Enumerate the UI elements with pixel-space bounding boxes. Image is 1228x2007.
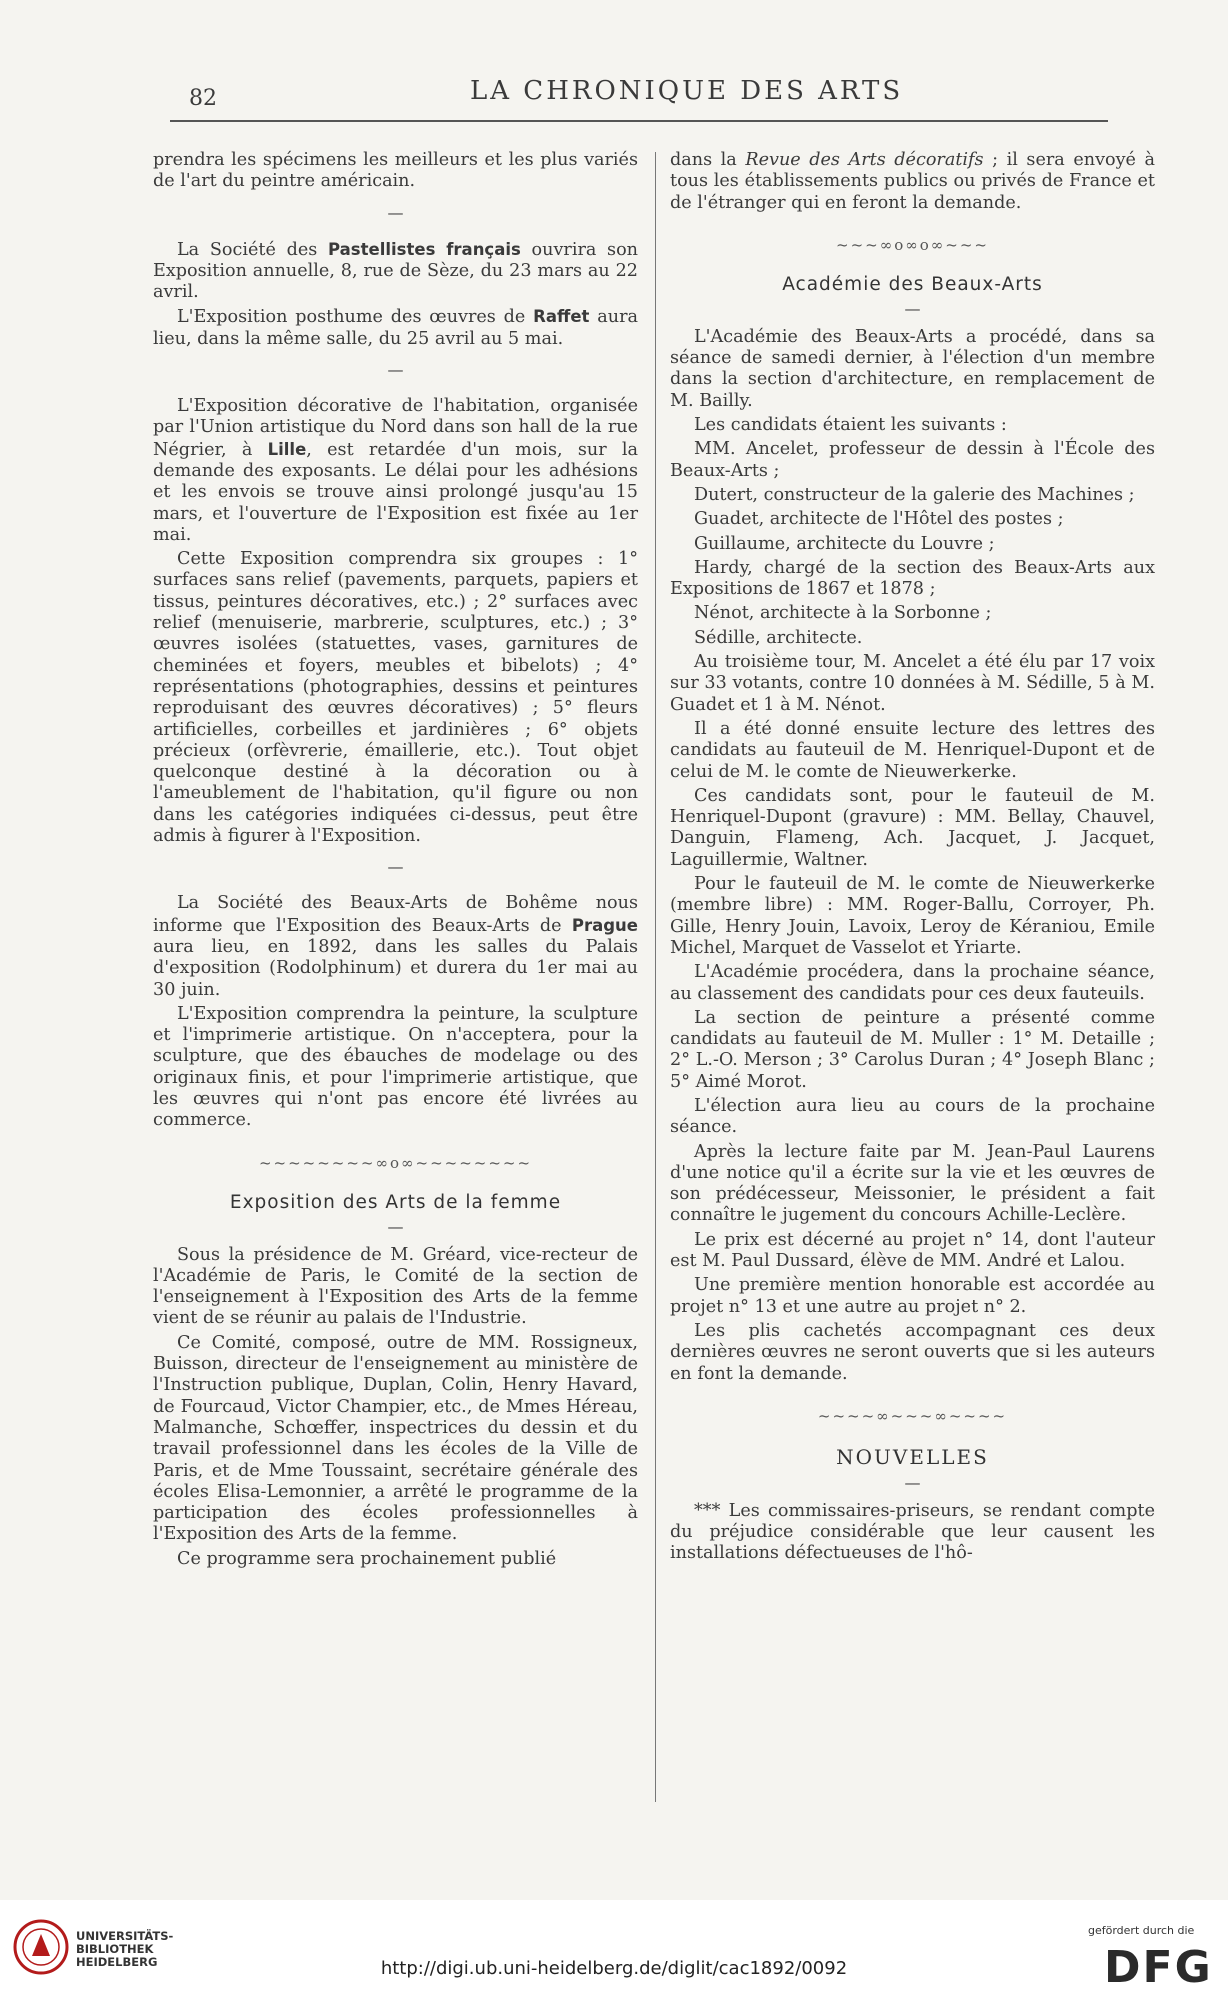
section-title: Exposition des Arts de la femme <box>229 1191 562 1213</box>
paragraph: Pour le fauteuil de M. le comte de Nieuwerkerke (membre libre) : MM. Roger-Ballu, Corroyer, Ph. Gille, Henry Jouin, Lavoix, Leroy de Kéraniou, Emile Michel, Marquet de Vasselot et Yriarte. <box>670 874 1155 958</box>
separator-dash: — <box>387 202 404 222</box>
institution-name: UNIVERSITÄTS- BIBLIOTHEK HEIDELBERG <box>76 1929 174 1969</box>
ornament-divider: ~~~~~~~~∞o∞~~~~~~~~ <box>258 1153 533 1172</box>
right-column <box>670 150 1155 1568</box>
paragraph: L'Exposition posthume des œuvres de Raffet aura lieu, dans la même salle, du 25 avril au 5 mai. <box>153 307 638 349</box>
paragraph: dans la Revue des Arts décoratifs ; il sera envoyé à tous les établissements publics ou privés de France et de l'étranger qui en feront la demande. <box>670 150 1155 213</box>
paragraph: Les candidats étaient les suivants : <box>694 415 1007 436</box>
source-url-link[interactable]: http://digi.ub.uni-heidelberg.de/diglit/cac1892/0092 <box>380 1958 848 1979</box>
ornament-divider: ~~~~∞~~~∞~~~~ <box>817 1406 1008 1425</box>
paragraph: Les plis cachetés accompagnant ces deux dernières œuvres ne seront ouverts que si les auteurs en font la demande. <box>670 1320 1155 1384</box>
ornament-divider: ~~~∞o∞o∞~~~ <box>836 235 989 254</box>
separator-dash: — <box>904 298 921 318</box>
paragraph: Hardy, chargé de la section des Beaux-Arts aux Expositions de 1867 et 1878 ; <box>670 557 1155 600</box>
paragraph: Sous la présidence de M. Gréard, vice-recteur de l'Académie de Paris, le Comité de la section de l'enseignement à l'Exposition des Arts de la femme vient de se réunir au palais de l'Industrie. <box>153 1244 638 1329</box>
paragraph: *** Les commissaires-priseurs, se rendant compte du préjudice considérable que leur causent les installations défectueuses de l'hô- <box>670 1500 1155 1564</box>
paragraph: L'Académie des Beaux-Arts a procédé, dans sa séance de samedi dernier, à l'élection d'un membre dans la section d'architecture, en remplacement de M. Bailly. <box>670 326 1155 411</box>
paragraph: Il a été donné ensuite lecture des lettres des candidats au fauteuil de M. Henriquel-Dupont et de celui de M. le comte de Nieuwerkerke. <box>670 718 1155 782</box>
paragraph: Après la lecture faite par M. Jean-Paul Laurens d'une notice qu'il a écrite sur la vie et les œuvres de son prédécesseur, Meissonier, le président a fait connaître le jugement du concours Achille-Leclère. <box>670 1141 1155 1226</box>
paragraph: Le prix est décerné au projet n° 14, dont l'auteur est M. Paul Dussard, élève de MM. André et Lalou. <box>670 1229 1155 1272</box>
separator-dash: — <box>387 1216 404 1236</box>
paragraph: La section de peinture a présenté comme candidats au fauteuil de M. Muller : 1° M. Detaille ; 2° L.-O. Merson ; 3° Carolus Duran ; 4° Joseph Blanc ; 5° Aimé Morot. <box>670 1007 1155 1092</box>
header-rule <box>170 120 1108 122</box>
separator-dash: — <box>387 360 404 380</box>
paragraph: La Société des Pastellistes français ouvrira son Exposition annuelle, 8, rue de Sèze, du 23 mars au 22 avril. <box>153 239 638 303</box>
paragraph: Dutert, constructeur de la galerie des Machines ; <box>694 484 1135 505</box>
paragraph: prendra les spécimens les meilleurs et les plus variés de l'art du peintre américain. <box>153 150 638 192</box>
section-title: NOUVELLES <box>836 1444 989 1469</box>
paragraph: Nénot, architecte à la Sorbonne ; <box>694 603 992 624</box>
paragraph: MM. Ancelet, professeur de dessin à l'École des Beaux-Arts ; <box>670 439 1155 481</box>
paragraph: L'Exposition décorative de l'habitation, organisée par l'Union artistique du Nord dans son hall de la rue Négrier, à Lille, est retardée d'un mois, sur la demande des exposants. Le délai pour les adhésions et les envois se trouve ainsi prolongé jusqu'au 15 mars, et l'ouverture de l'Exposition est fixée au 1er mai. <box>153 396 638 545</box>
column-divider <box>655 152 656 1802</box>
paragraph: Au troisième tour, M. Ancelet a été élu par 17 voix sur 33 votants, contre 10 données à M. Sédille, 5 à M. Guadet et 1 à M. Nénot. <box>670 652 1155 715</box>
page-number: 82 <box>189 86 217 111</box>
section-title: Académie des Beaux-Arts <box>782 273 1043 295</box>
dfg-logo: DFG <box>1104 1942 1213 1993</box>
separator-dash: — <box>904 1472 921 1492</box>
paragraph: Sédille, architecte. <box>694 627 863 648</box>
funding-caption: gefördert durch die <box>1088 1924 1195 1937</box>
paragraph: L'élection aura lieu au cours de la prochaine séance. <box>670 1095 1155 1138</box>
paragraph: Une première mention honorable est accordée au projet n° 13 et une autre au projet n° 2. <box>670 1275 1155 1317</box>
running-title: LA CHRONIQUE DES ARTS <box>470 76 904 106</box>
separator-dash: — <box>387 857 404 877</box>
paragraph: Guillaume, architecte du Louvre ; <box>694 533 995 554</box>
paragraph: Guadet, architecte de l'Hôtel des postes ; <box>694 509 1064 530</box>
left-column <box>153 150 638 1573</box>
footer-bar <box>0 1905 1228 2007</box>
paragraph: La Société des Beaux-Arts de Bohême nous informe que l'Exposition des Beaux-Arts de Prague aura lieu, en 1892, dans les salles du Palais d'exposition (Rodolphinum) et durera du 1er mai au 30 juin. <box>153 893 638 1000</box>
paragraph: L'Académie procédera, dans la prochaine séance, au classement des candidats pour ces deux fauteuils. <box>670 962 1155 1004</box>
paragraph: Ces candidats sont, pour le fauteuil de M. Henriquel-Dupont (gravure) : MM. Bellay, Chauvel, Danguin, Flameng, Ach. Jacquet, J. Jacquet, Laguillermie, Waltner. <box>670 785 1155 870</box>
paragraph: Ce programme sera prochainement publié <box>177 1548 557 1569</box>
paragraph: Cette Exposition comprendra six groupes : 1° surfaces sans relief (pavements, parquets, papiers et tissus, peintures décoratives, etc.) ; 2° surfaces avec relief (menuiserie, marbrerie, sculptures, etc.) ; 3° œuvres isolées (statuettes, vases, garnitures de cheminées et foyers, meubles et bibelots) ; 4° représentations (photographies, dessins et peintures reproduisant des œuvres décoratives) ; 5° fleurs artificielles, corbeilles et jardinières ; 6° objets précieux (orfèvrerie, émaillerie, etc.). Tout objet quelconque destiné à la décoration ou à l'ameublement de l'habitation, qu'il figure ou non dans les catégories indiquées ci-dessus, peut être admis à figurer à l'Exposition. <box>153 549 638 847</box>
paragraph: L'Exposition comprendra la peinture, la sculpture et l'imprimerie artistique. On n'acceptera, pour la sculpture, que des ébauches de modelage ou des originaux finis, et pour l'imprimerie artistique, que les œuvres qui n'ont pas encore été livrées au commerce. <box>153 1003 638 1131</box>
paragraph: Ce Comité, composé, outre de MM. Rossigneux, Buisson, directeur de l'enseignement au ministère de l'Instruction publique, Duplan, Colin, Henry Havard, de Fourcaud, Victor Champier, etc., de Mmes Héreau, Malmanche, Schœffer, inspectrices du dessin et du travail professionnel dans les écoles de la Ville de Paris, et de Mme Toussaint, secrétaire générale des écoles Elisa-Lemonnier, a arrêté le programme de la participation des écoles professionnelles à l'Exposition des Arts de la femme. <box>153 1332 638 1545</box>
